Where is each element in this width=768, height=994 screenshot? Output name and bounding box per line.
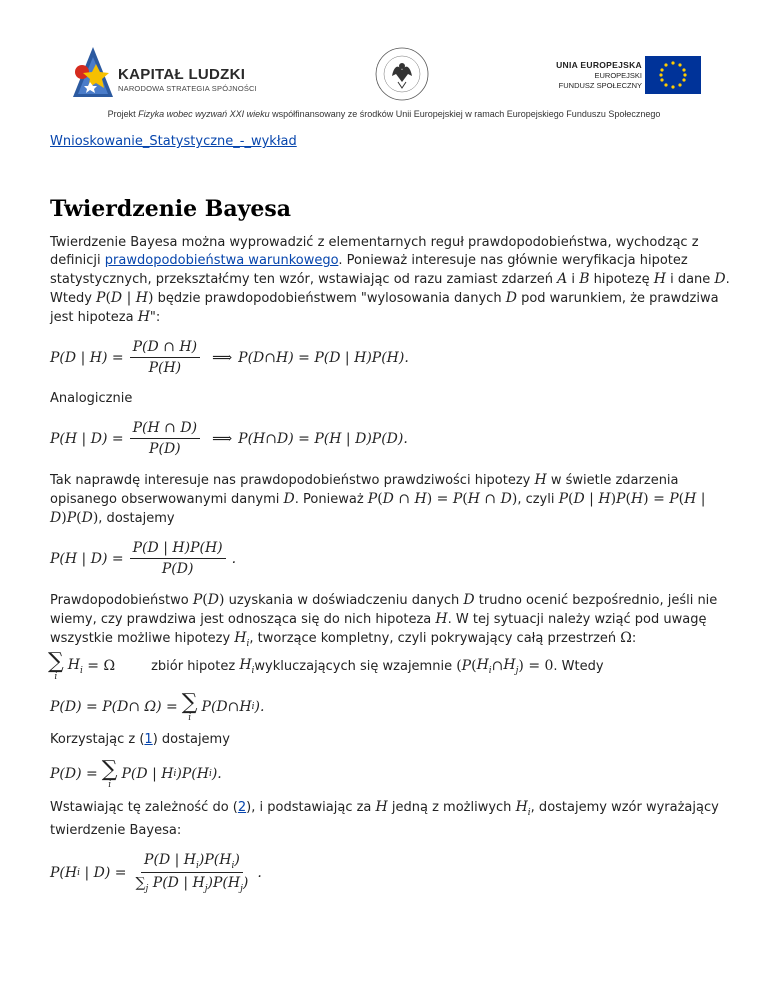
kapital-ludzki-subtitle: NARODOWA STRATEGIA SPÓJNOŚCI (118, 84, 257, 93)
page-title: Twierdzenie Bayesa (50, 196, 291, 222)
project-name: Fizyka wobec wyzwań XXI wieku (138, 109, 270, 119)
kapital-ludzki-logo-icon (68, 42, 118, 102)
paragraph-3: Prawdopodobieństwo P(D) uzyskania w doświadczeniu danych D trudno ocenić bezpośrednio, jeśli nie wiemy, czy prawdziwa jest odnosząca się do nich hipoteza H. W tej sytuacji należy wziąć pod uwagę wszystkie możliwe hipotezy $H_i$, tworzące kompletny, czyli pokrywający całą przestrzeń Ω: (50, 592, 718, 649)
equation-2: P ( H | D ) = $\frac{P(H \cap D)}{P(D)}$ ⟹ P ( H ∩ D ) = P ( H | D ) P ( D ). (50, 420, 408, 457)
header-banner (0, 0, 768, 130)
eu-line3: FUNDUSZ SPOŁECZNY (558, 81, 642, 90)
breadcrumb-link[interactable]: Wnioskowanie_Statystyczne_-_wykład (50, 134, 297, 149)
project-line: Projekt Fizyka wobec wyzwań XXI wieku współfinansowany ze środków Unii Europejskiej w ramach Europejskiego Funduszu Społecznego (107, 109, 661, 119)
conditional-probability-link[interactable]: prawdopodobieństwa warunkowego (104, 253, 339, 268)
eu-line1: UNIA EUROPEJSKA (556, 60, 642, 70)
equation-1: P ( D | H ) = $\frac{P(D \cap H)}{P(H)}$ ⟹ P ( D ∩ H ) = P ( D | H ) P ( H ). (50, 339, 409, 376)
equation-4: P ( D ) = P ( D ∩ Ω) = ∑ i P ( D ∩ H i ). (50, 689, 265, 723)
paragraph-5: Wstawiając tę zależność do (2), i podstawiając za H jedną z możliwych $H_i$, dostajemy wzór wyrażający twierdzenie Bayesa: (50, 798, 719, 838)
equation-bayes: P ( H i | D ) = $\frac{P(D | H_i)P(H_i)}{\sum_j P(D | H_j)P(H_j)}$ . (50, 851, 262, 895)
paragraph-intro: Twierdzenie Bayesa można wyprowadzić z elementarnych reguł prawdopodobieństwa, wychodząc z definicji prawdopodobieństwa warunkowego. Ponieważ interesuje nas głównie weryfikacja hipotez statystycznych, przekształćmy ten wzór, wstawiając od razu zamiast zdarzeń A i B hipotezę H i dane D. Wtedy P(D | H) będzie prawdopodobieństwem "wylosowania danych D pod warunkiem, że prawdziwa jest hipoteza H": (50, 235, 730, 325)
equation-ref-2-link[interactable]: 2 (237, 799, 247, 815)
paragraph-3-sum-line: ∑ i $H_i$ = Ω zbiór hipotez $H_i$ wykluczających się wzajemnie ( P ( $H_i$ ∩ $H_j$ ) = 0 . Wtedy (48, 648, 604, 682)
eu-flag-icon (645, 56, 701, 94)
eu-line2: EUROPEJSKI (594, 71, 642, 80)
equation-5: P ( D ) = ∑ i P ( D | H i ) P ( H i ). (50, 756, 222, 790)
paragraph-2: Tak naprawdę interesuje nas prawdopodobieństwo prawdziwości hipotezy H w świetle zdarzenia opisanego obserwowanymi danymi D. Ponieważ P(D ∩ H) = P(H ∩ D), czyli P(D | H)P(H) = P(H | D)P(D), dostajemy (50, 472, 706, 526)
article (50, 133, 730, 894)
kapital-ludzki-title: KAPITAŁ LUDZKI (118, 66, 246, 83)
equation-3: P ( H | D ) = $\frac{P(D | H)P(H)}{P(D)}$ . (50, 540, 237, 577)
paragraph-4: Korzystając z (1) dostajemy (50, 731, 230, 747)
university-seal-icon (374, 46, 430, 102)
analog-text: Analogicznie (50, 391, 133, 406)
eu-text (556, 60, 642, 90)
equation-ref-1-link[interactable]: 1 (144, 731, 153, 747)
